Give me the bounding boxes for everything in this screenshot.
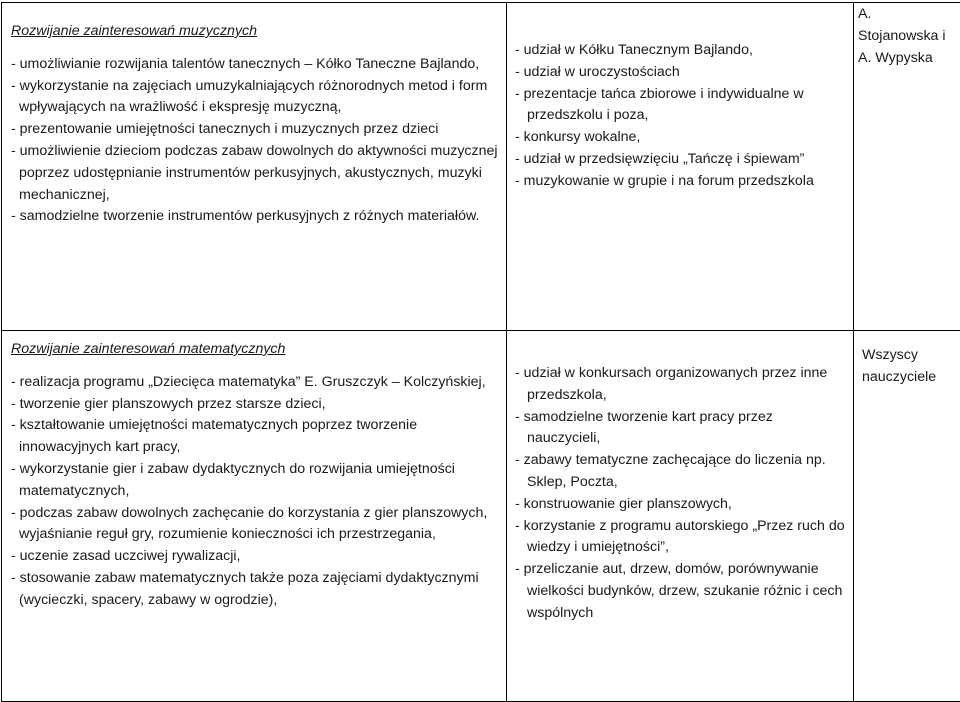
list-item: - udział w uroczystościach bbox=[515, 62, 849, 84]
list-item: - wykorzystanie na zajęciach umuzykalniających różnorodnych metod i form wpływających na wrażliwość i ekspresję muzyczną, bbox=[11, 76, 502, 120]
list-item: - samodzielne tworzenie instrumentów perkusyjnych z różnych materiałów. bbox=[11, 206, 502, 228]
list-item: - wykorzystanie gier i zabaw dydaktycznych do rozwijania umiejętności matematycznych, bbox=[11, 459, 502, 503]
list-item: - tworzenie gier planszowych przez starsze dzieci, bbox=[11, 394, 502, 416]
list-item: - samodzielne tworzenie kart pracy przez nauczycieli, bbox=[515, 407, 849, 451]
responsible-cell bbox=[854, 331, 960, 702]
responsible-line: Wszyscy bbox=[862, 345, 960, 367]
list-item: - stosowanie zabaw matematycznych także poza zajęciami dydaktycznymi (wycieczki, spacery, zabawy w ogrodzie), bbox=[11, 568, 502, 612]
activities-cell bbox=[2, 331, 507, 702]
list-item: - umożliwienie dzieciom podczas zabaw dowolnych do aktywności muzycznej poprzez udostępnianie instrumentów perkusyjnych, akustycznych, muzyki mechanicznej, bbox=[11, 141, 502, 206]
responsible-line: Stojanowska i bbox=[858, 26, 960, 48]
table-row bbox=[2, 331, 960, 702]
responsible-cell bbox=[854, 3, 960, 331]
activities-list bbox=[11, 54, 502, 228]
list-item: - udział w konkursach organizowanych przez inne przedszkola, bbox=[515, 363, 849, 407]
outcomes-list bbox=[515, 363, 849, 625]
list-item: - kształtowanie umiejętności matematycznych poprzez tworzenie innowacyjnych kart pracy, bbox=[11, 415, 502, 459]
list-item: - udział w przedsięwzięciu „Tańczę i śpiewam” bbox=[515, 149, 849, 171]
list-item: - przeliczanie aut, drzew, domów, porównywanie wielkości budynków, drzew, szukanie różnic i cech wspólnych bbox=[515, 559, 849, 624]
list-item: - konstruowanie gier planszowych, bbox=[515, 494, 849, 516]
list-item: - konkursy wokalne, bbox=[515, 127, 849, 149]
list-item: - prezentowanie umiejętności tanecznych i muzycznych przez dzieci bbox=[11, 119, 502, 141]
table-row bbox=[2, 3, 960, 331]
list-item: - umożliwianie rozwijania talentów tanecznych – Kółko Taneczne Bajlando, bbox=[11, 54, 502, 76]
responsible-line: A. bbox=[858, 4, 960, 26]
list-item: - muzykowanie w grupie i na forum przedszkola bbox=[515, 171, 849, 193]
list-item: - uczenie zasad uczciwej rywalizacji, bbox=[11, 546, 502, 568]
section-heading: Rozwijanie zainteresowań matematycznych bbox=[11, 339, 502, 361]
plan-table bbox=[1, 2, 960, 702]
list-item: - udział w Kółku Tanecznym Bajlando, bbox=[515, 40, 849, 62]
list-item: - podczas zabaw dowolnych zachęcanie do korzystania z gier planszowych, wyjaśnianie reguł gry, rozumienie konieczności ich przestrzegania, bbox=[11, 503, 502, 547]
section-heading: Rozwijanie zainteresowań muzycznych bbox=[11, 21, 502, 43]
activities-cell bbox=[2, 3, 507, 331]
outcomes-cell bbox=[507, 3, 854, 331]
list-item: - realizacja programu „Dziecięca matematyka” E. Gruszczyk – Kolczyńskiej, bbox=[11, 372, 502, 394]
list-item: - prezentacje tańca zbiorowe i indywidualne w przedszkolu i poza, bbox=[515, 84, 849, 128]
outcomes-cell bbox=[507, 331, 854, 702]
list-item: - korzystanie z programu autorskiego „Przez ruch do wiedzy i umiejętności”, bbox=[515, 516, 849, 560]
responsible-line: A. Wypyska bbox=[858, 48, 960, 70]
activities-list bbox=[11, 372, 502, 612]
list-item: - zabawy tematyczne zachęcające do liczenia np. Sklep, Poczta, bbox=[515, 450, 849, 494]
outcomes-list bbox=[515, 40, 849, 193]
responsible-line: nauczyciele bbox=[862, 367, 960, 389]
